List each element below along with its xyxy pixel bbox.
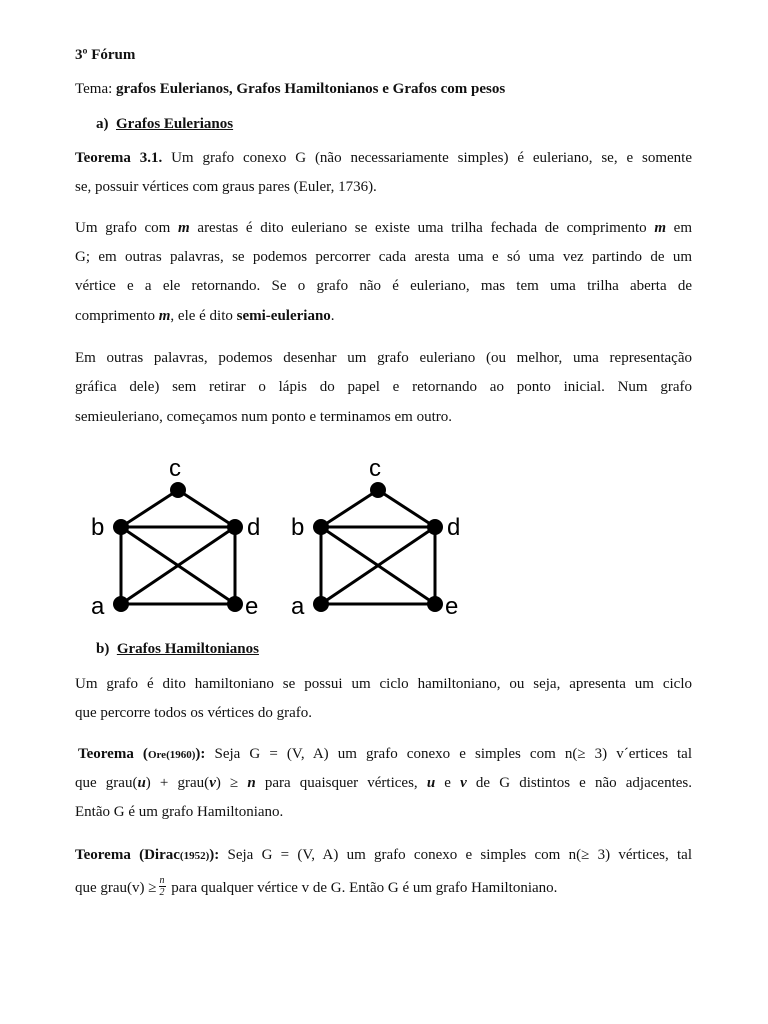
ore-theorem-line-2: que grau(u) + grau(v) ≥ n para quaisquer vértices, u e v de G distintos e não adjacentes. [75, 775, 692, 791]
label-d: d [447, 514, 461, 541]
theorem-3-1: Teorema 3.1. Um grafo conexo G (não necessariamente simples) é euleriano, se, e somente [75, 150, 692, 166]
ore-theorem-line-3: Então G é um grafo Hamiltoniano. [75, 804, 284, 820]
euler-graph-right [285, 452, 475, 622]
drawing-paragraph-line-1: Em outras palavras, podemos desenhar um grafo euleriano (ou melhor, uma representação [75, 350, 692, 366]
vertex-e [427, 596, 443, 612]
topic-line: Tema: grafos Eulerianos, Grafos Hamiltonianos e Grafos com pesos [75, 81, 506, 97]
vertex-a [313, 596, 329, 612]
label-b: b [91, 514, 105, 541]
vertex-a [113, 596, 129, 612]
n-over-2-fraction: $\frac{n}{2}$ [159, 875, 165, 898]
euler-paragraph-line-3: vértice e a ele retornando. Se o grafo não é euleriano, mas tem uma trilha aberta de [75, 278, 692, 294]
label-a: a [91, 593, 105, 620]
vertex-b [313, 519, 329, 535]
label-e: e [245, 593, 259, 620]
vertex-d [427, 519, 443, 535]
label-a: a [291, 593, 305, 620]
section-b-heading: b) Grafos Hamiltonianos [96, 641, 259, 657]
drawing-paragraph-line-3: semieuleriano, começamos num ponto e terminamos em outro. [75, 409, 452, 425]
vertex-c [170, 482, 186, 498]
label-c: c [169, 455, 181, 482]
euler-graph-left [85, 452, 275, 622]
vertex-b [113, 519, 129, 535]
section-a-heading: a) Grafos Eulerianos [96, 116, 234, 132]
drawing-paragraph-line-2: gráfica dele) sem retirar o lápis do papel e retornando ao ponto inicial. Num grafo [75, 379, 692, 395]
label-b: b [291, 514, 305, 541]
label-e: e [445, 593, 459, 620]
forum-heading: 3º Fórum [75, 47, 136, 63]
vertex-c [370, 482, 386, 498]
euler-paragraph-line-2: G; em outras palavras, se podemos percorrer cada aresta uma e só uma vez partindo de um [75, 249, 692, 265]
euler-paragraph-line-4: comprimento m, ele é dito semi-euleriano. [75, 308, 335, 324]
ore-theorem-line-1: Teorema (Ore(1960)): Seja G = (V, A) um grafo conexo e simples com n(≥ 3) v´ertices tal [78, 746, 693, 762]
label-c: c [369, 455, 381, 482]
dirac-theorem-line-2: que grau(v) ≥ $\frac{n}{2}$ para qualquer vértice v de G. Então G é um grafo Hamiltoniano. [75, 875, 558, 898]
hamilton-paragraph-line-2: que percorre todos os vértices do grafo. [75, 705, 312, 721]
hamilton-paragraph-line-1: Um grafo é dito hamiltoniano se possui um ciclo hamiltoniano, ou seja, apresenta um ciclo [75, 676, 692, 692]
dirac-theorem-line-1: Teorema (Dirac(1952)): Seja G = (V, A) um grafo conexo e simples com n(≥ 3) vértices, tal [75, 847, 692, 863]
theorem-3-1-cont: se, possuir vértices com graus pares (Euler, 1736). [75, 179, 377, 195]
euler-paragraph-line-1: Um grafo com m arestas é dito euleriano se existe uma trilha fechada de comprimento m em [75, 220, 692, 236]
label-d: d [247, 514, 261, 541]
vertex-e [227, 596, 243, 612]
vertex-d [227, 519, 243, 535]
